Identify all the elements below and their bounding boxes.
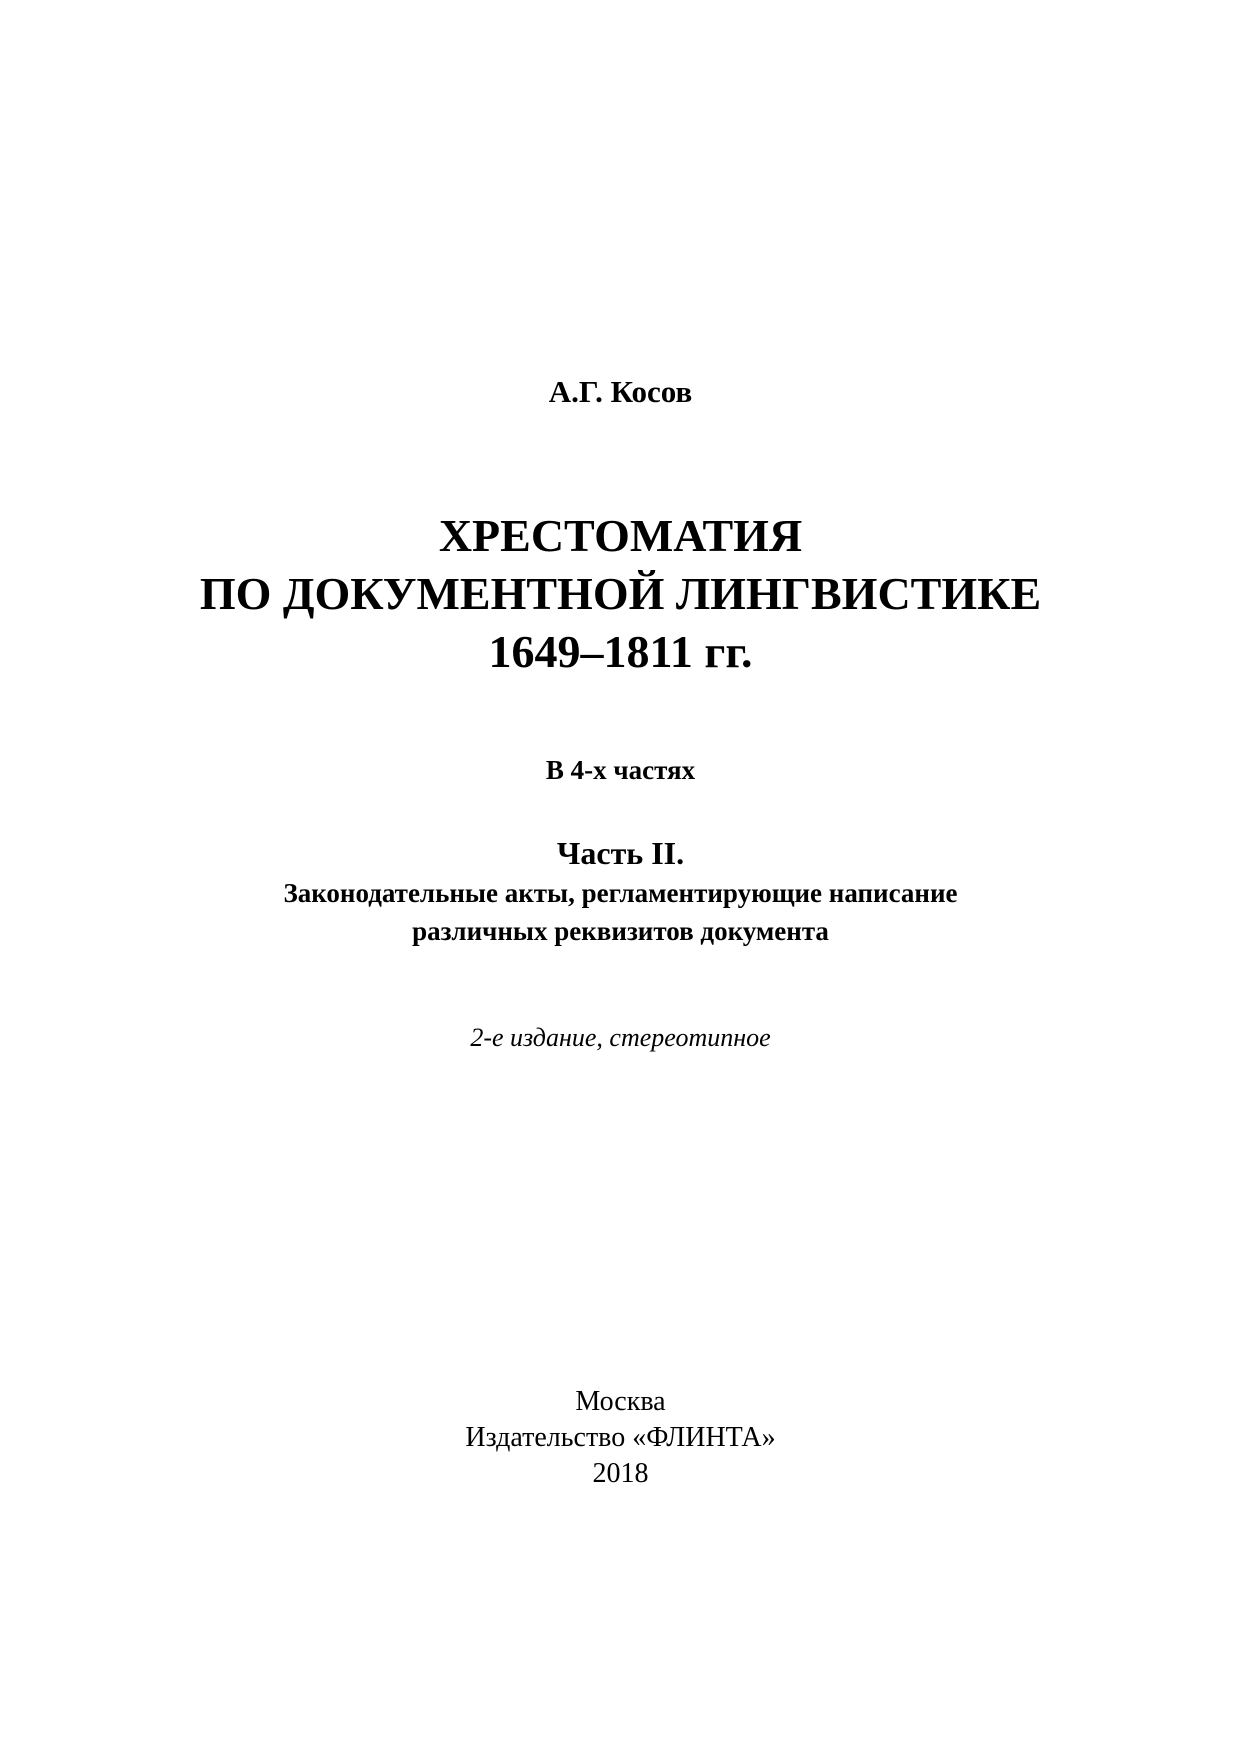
parts-note: В 4-х частях — [545, 755, 696, 785]
imprint-publisher: Издательство «ФЛИНТА» — [465, 1422, 776, 1453]
book-title-line-2: ПО ДОКУМЕНТНОЙ ЛИНГВИСТИКЕ — [199, 568, 1042, 619]
part-heading: Часть II. — [556, 835, 685, 871]
part-title-line-2: различных реквизитов документа — [412, 916, 829, 946]
imprint-year: 2018 — [592, 1458, 649, 1489]
book-title-line-1: ХРЕСТОМАТИЯ — [438, 510, 803, 561]
part-title-line-1: Законодательные акты, регламентирующие написание — [283, 878, 958, 908]
edition-note: 2-е издание, стереотипное — [470, 1023, 771, 1052]
author-name: А.Г. Косов — [548, 374, 693, 409]
book-title-line-3: 1649–1811 гг. — [488, 626, 753, 677]
imprint-city: Москва — [575, 1386, 666, 1417]
